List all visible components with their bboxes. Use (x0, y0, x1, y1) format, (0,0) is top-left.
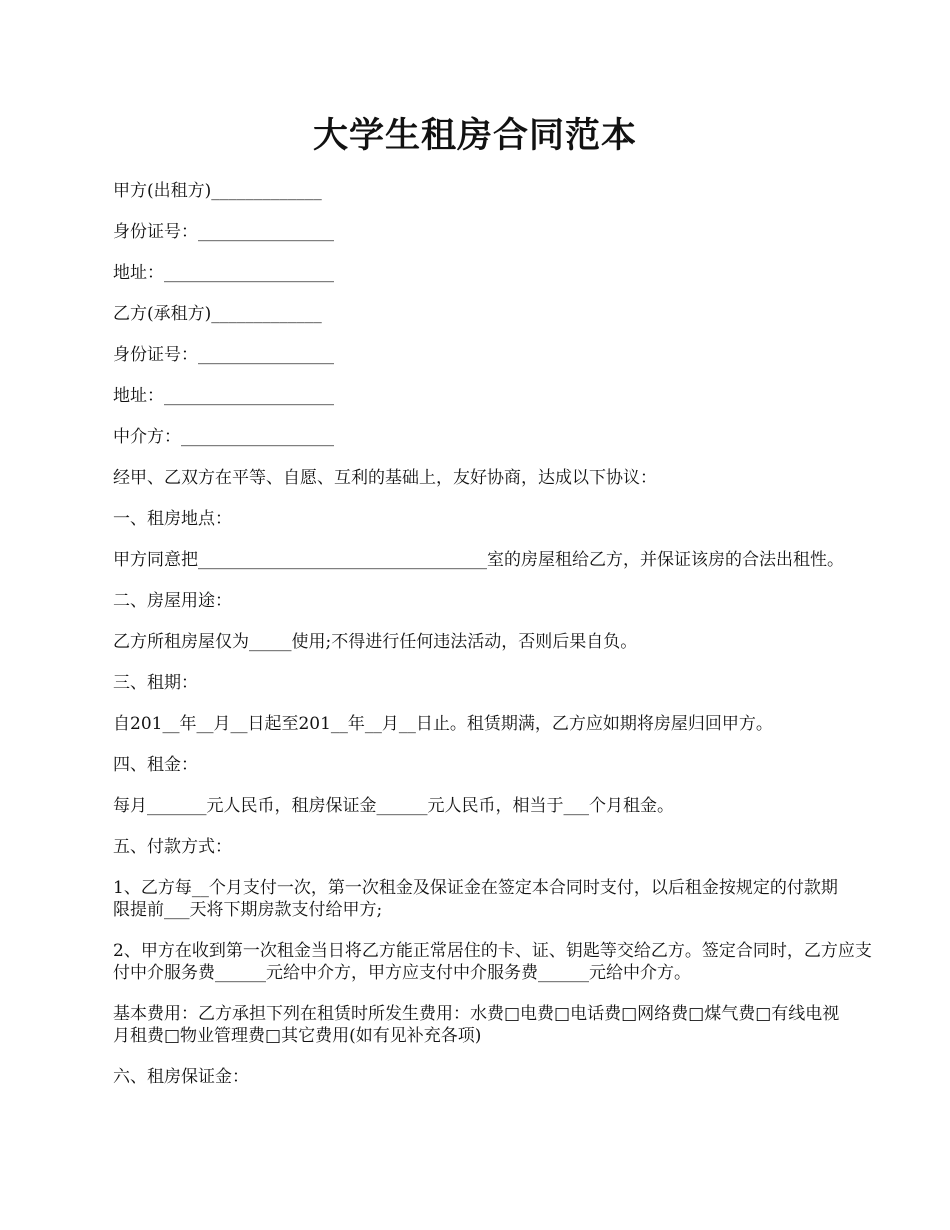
party-a-id-line: 身份证号：________________ (113, 222, 334, 242)
section-5-heading: 五、付款方式： (113, 837, 232, 857)
party-b-name-line: 乙方(承租方)_____________ (113, 304, 322, 324)
section-2-heading: 二、房屋用途： (113, 591, 232, 611)
party-b-address-line: 地址：____________________ (113, 386, 334, 406)
party-b-id-line: 身份证号：________________ (113, 345, 334, 365)
basic-fees-text: 基本费用：乙方承担下列在租赁时所发生费用：水费□电费□电话费□网络费□煤气费□有线电视月租费□物业管理费□其它费用(如有见补充各项) (113, 1004, 840, 1046)
section-4-text: 每月_______元人民币，租房保证金______元人民币，相当于___个月租金。 (113, 796, 674, 816)
section-4-heading: 四、租金： (113, 755, 198, 775)
section-5-item-1: 1、乙方每__个月支付一次，第一次租金及保证金在签定本合同时支付，以后租金按规定的付款期限提前___天将下期房款支付给甲方; (113, 878, 838, 920)
section-1-heading: 一、租房地点： (113, 509, 232, 529)
section-5-item-2: 2、甲方在收到第一次租金当日将乙方能正常居住的卡、证、钥匙等交给乙方。签定合同时，乙方应支付中介服务费______元给中介方，甲方应支付中介服务费______元给中介方。 (113, 941, 872, 983)
party-a-address-line: 地址：____________________ (113, 263, 334, 283)
section-3-text: 自201__年__月__日起至201__年__月__日止。租赁期满，乙方应如期将房屋归回甲方。 (113, 714, 773, 734)
agent-line: 中介方：__________________ (113, 427, 334, 447)
document-title: 大学生租房合同范本 (312, 115, 637, 156)
section-6-heading: 六、租房保证金： (113, 1067, 249, 1087)
section-3-heading: 三、租期： (113, 673, 198, 693)
section-2-text: 乙方所租房屋仅为_____使用;不得进行任何违法活动，否则后果自负。 (113, 632, 638, 652)
section-1-text: 甲方同意把__________________________________室的房屋租给乙方，并保证该房的合法出租性。 (113, 550, 844, 570)
document-body (113, 180, 872, 1107)
agreement-intro: 经甲、乙双方在平等、自愿、互利的基础上，友好协商，达成以下协议： (113, 468, 657, 488)
party-a-name-line: 甲方(出租方)_____________ (113, 181, 322, 201)
